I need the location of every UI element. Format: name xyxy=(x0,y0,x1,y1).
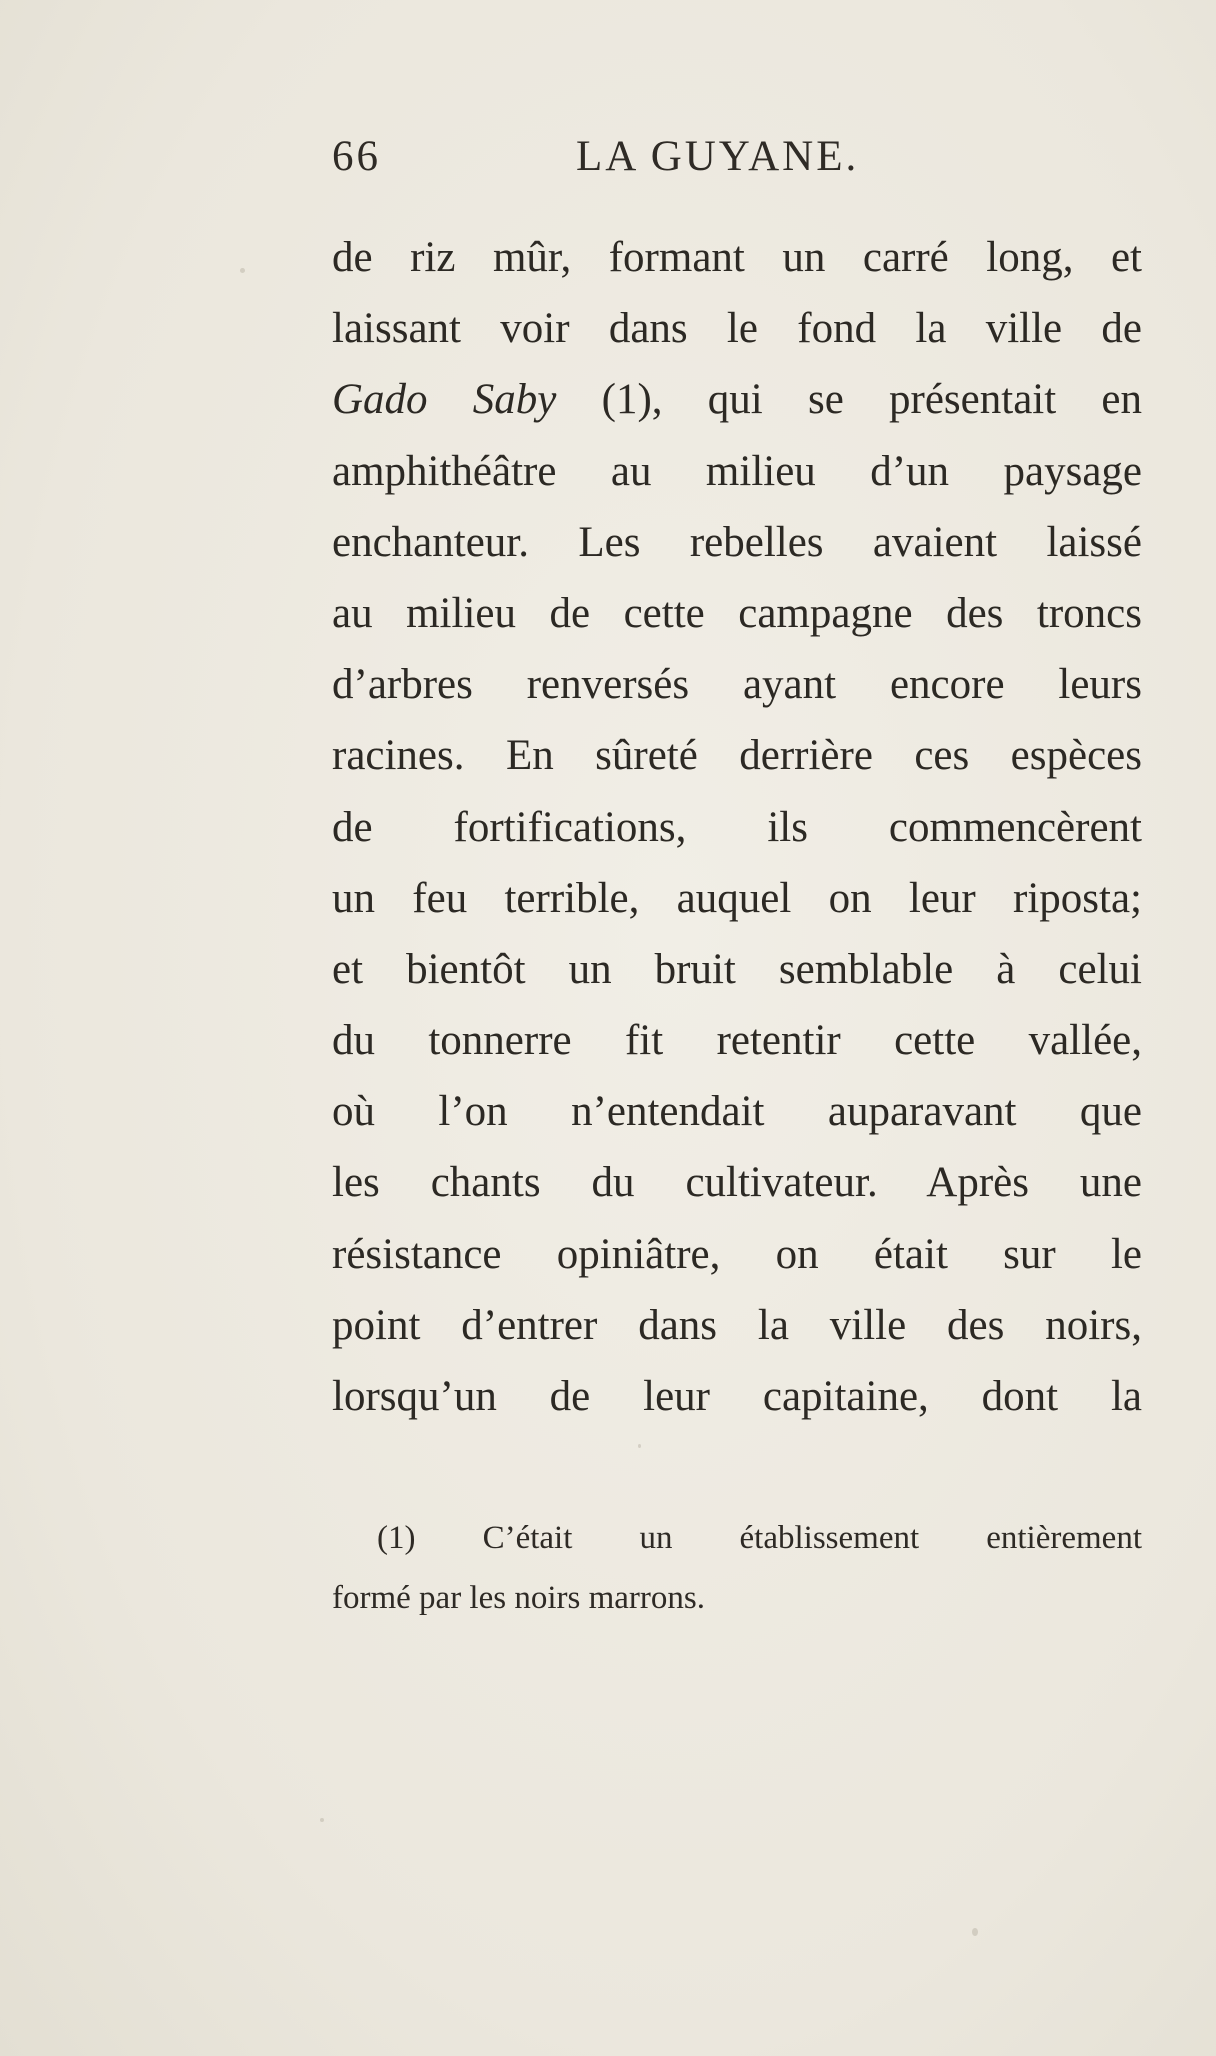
place-name-italic: Gado Saby xyxy=(332,376,557,424)
text-line: enchanteur. Les rebelles avaient laissé xyxy=(332,518,1142,566)
text-line: du tonnerre fit retentir cette vallée, xyxy=(332,1017,1142,1065)
text-line: au milieu de cette campagne des troncs xyxy=(332,589,1142,637)
text-line: où l’on n’entendait auparavant que xyxy=(332,1088,1142,1136)
paper-speck xyxy=(240,268,245,273)
body-text xyxy=(332,222,1142,1432)
text-line: amphithéâtre au milieu d’un paysage xyxy=(332,447,1142,495)
running-head xyxy=(332,132,1142,192)
page-number: 66 xyxy=(332,133,381,180)
paper-speck xyxy=(972,1928,978,1936)
text-line: et bientôt un bruit semblable à celui xyxy=(332,945,1142,993)
paper-speck xyxy=(320,1818,324,1822)
text-line-rest: (1), qui se présentait en xyxy=(556,376,1143,424)
footnote-line: (1) C’était un établissement entièrement xyxy=(377,1520,1142,1556)
footnote-line: formé par les noirs marrons. xyxy=(332,1580,705,1616)
text-line-with-footnote-ref xyxy=(332,364,1142,435)
text-line: lorsqu’un de leur capitaine, dont la xyxy=(332,1373,1142,1420)
text-line: les chants du cultivateur. Après une xyxy=(332,1159,1142,1207)
text-line: d’arbres renversés ayant encore leurs xyxy=(332,661,1142,709)
paper-speck xyxy=(638,1444,641,1448)
text-line: un feu terrible, auquel on leur riposta; xyxy=(332,874,1142,922)
text-line: point d’entrer dans la ville des noirs, xyxy=(332,1301,1142,1349)
text-line: laissant voir dans le fond la ville de xyxy=(332,305,1142,353)
text-line: racines. En sûreté derrière ces espèces xyxy=(332,732,1142,780)
running-title: LA GUYANE. xyxy=(576,133,860,180)
footnote xyxy=(332,1508,1142,1628)
text-line: de riz mûr, formant un carré long, et xyxy=(332,234,1142,281)
text-line: de fortifications, ils commencèrent xyxy=(332,803,1142,851)
text-line: résistance opiniâtre, on était sur le xyxy=(332,1230,1142,1278)
